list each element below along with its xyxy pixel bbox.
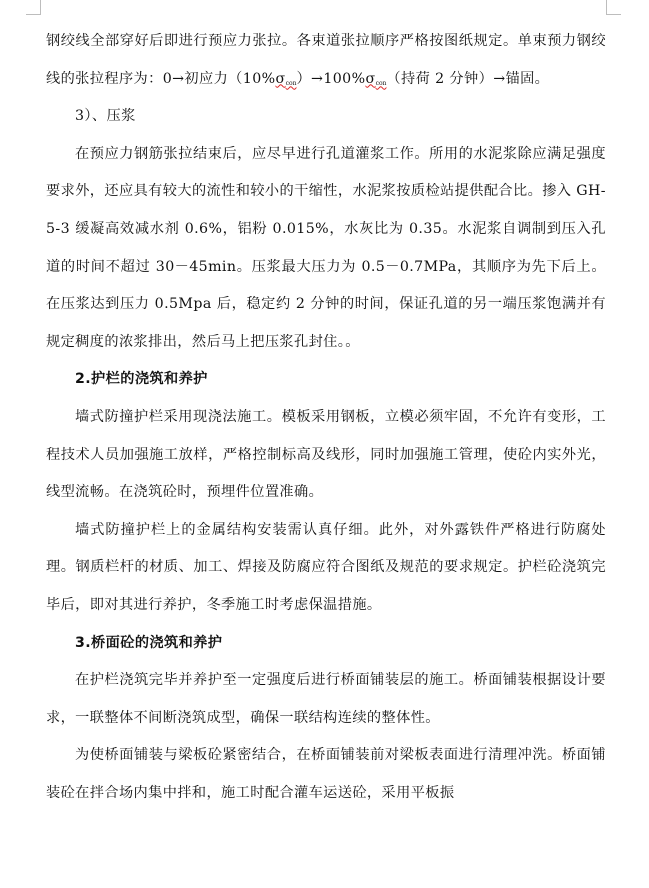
subscript-con: con — [285, 79, 297, 87]
paragraph-deck-paving: 在护栏浇筑完毕并养护至一定强度后进行桥面铺装层的施工。桥面铺装根据设计要求，一联整体不间断浇筑成型，确保一联结构连续的整体性。 — [46, 672, 606, 726]
paragraph-guardrail-casting: 墙式防撞护栏采用现浇法施工。模板采用钢板，立模必须牢固，不允许有变形，工程技术人员加强施工放样，严格控制标高及线形，同时加强施工管理，使砼内实外光，线型流畅。在浇筑砼时，预埋件位置准确。 — [46, 408, 606, 501]
tension-text-c: （持荷 2 分钟）→锚固。 — [386, 70, 550, 87]
paragraph-deck-bonding: 为使桥面铺装与梁板砼紧密结合，在桥面铺装前对梁板表面进行清理冲洗。桥面铺装砼在拌合场内集中拌和，施工时配合灌车运送砼，采用平板振 — [46, 747, 606, 801]
tension-text-b: ）→100% — [296, 70, 366, 87]
paragraph-guardrail-metal: 墙式防撞护栏上的金属结构安装需认真仔细。此外，对外露铁件严格进行防腐处理。钢质栏杆的材质、加工、焊接及防腐应符合图纸及规范的要求规定。护栏砼浇筑完毕后，即对其进行养护，冬季施工时考虑保温措施。 — [46, 521, 606, 613]
subheading-grouting: 3）、压浆 — [75, 108, 136, 125]
heading-deck-concrete: 3.桥面砼的浇筑和养护 — [75, 634, 223, 651]
document-body — [46, 23, 606, 812]
tension-text-a: 钢绞线全部穿好后即进行预应力张拉。各束道张拉顺序严格按图纸规定。单束预力钢绞线的张拉程序为：0→初应力（10% — [46, 33, 606, 87]
paragraph-tensioning — [46, 23, 606, 98]
subscript-con: con — [375, 79, 387, 87]
paragraph-grouting: 在预应力钢筋张拉结束后，应尽早进行孔道灌浆工作。所用的水泥浆除应满足强度要求外，还应具有较大的流性和较小的干缩性，水泥浆按质检站提供配合比。掺入 GH-5-3 缓凝高效减水剂 0.6%，铝粉 0.015%，水灰比为 0.35。水泥浆自调制到压入孔道的时间不超过 30－45min。压浆最大压力为 0.5－0.7MPa，其顺序为先下后上。在压浆达到压力 0.5Mpa 后，稳定约 2 分钟的时间，保证孔道的另一端压浆饱满并有规定稠度的浓浆排出，然后马上把压浆孔封住。。 — [46, 145, 606, 350]
heading-guardrail: 2.护栏的浇筑和养护 — [75, 371, 208, 388]
page-corner-mark-top-left — [26, 0, 41, 15]
sigma-symbol: σ — [275, 70, 286, 87]
sigma-symbol: σ — [365, 70, 376, 87]
page-corner-mark-top-right — [606, 0, 621, 15]
